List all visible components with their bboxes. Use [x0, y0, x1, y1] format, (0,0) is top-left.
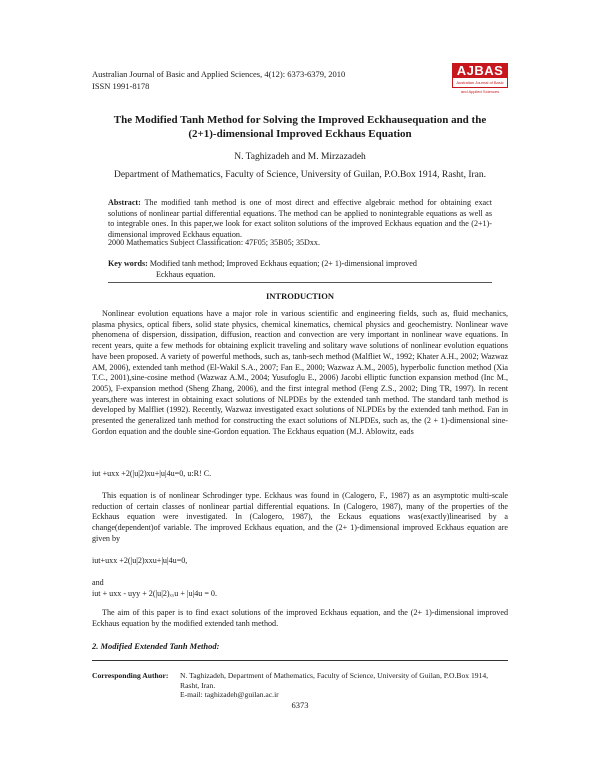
and-text: and: [92, 578, 104, 587]
equation-improved-eckhaus: iut+uxx +2(|u|2)xxu+|u|4u=0,: [92, 556, 188, 565]
intro-paragraph-1: [92, 309, 508, 437]
keywords-line-2: Eckhaus equation.: [156, 269, 216, 279]
page-number: 6373: [291, 700, 309, 710]
logo-text: AJBAS: [452, 63, 508, 78]
section-heading-introduction: INTRODUCTION: [265, 291, 334, 301]
intro-paragraph-2: [92, 491, 508, 545]
logo-subtext: Australian Journal of Basic and Applied Sciences: [452, 78, 508, 88]
keywords-line-1: Modified tanh method; Improved Eckhaus equation; (2+ 1)-dimensional improved: [149, 259, 417, 268]
corresponding-author-email: E-mail: taghizadeh@guilan.ac.ir: [180, 690, 279, 699]
abstract-text: The modified tanh method is one of most direct and effective algebraic method for obtaining exact solutions of nonlinear partial differential equations. The method can be applied to nonintegrable equations as well as to integrable ones. In this paper,we look for exact soliton solutions of the improved Eckhaus equation and the (2+1)-dimensional improved Eckhaus equation.: [108, 198, 492, 239]
corresponding-author-text: N. Taghizadeh, Department of Mathematics, Faculty of Science, University of Guilan, P.O.Box 1914, Rasht, Iran.: [180, 671, 489, 690]
msc-classification: 2000 Mathematics Subject Classification: 47F05; 35B05; 35Dxx.: [108, 238, 320, 247]
title-line-2: (2+1)-dimensional Improved Eckhaus Equation: [188, 128, 412, 140]
journal-citation: [92, 68, 345, 92]
authors: N. Taghizadeh and M. Mirzazadeh: [234, 152, 366, 162]
footer-divider: [92, 660, 508, 661]
equation-2d-improved-eckhaus: iut + uxx - uyy + 2(|u|2)ₓₓu + |u|4u = 0.: [92, 589, 217, 598]
journal-logo: [452, 63, 508, 94]
journal-name: Australian Journal of Basic and Applied Sciences, 4(12): 6373-6379, 2010: [92, 69, 346, 79]
intro-paragraph-2-text: This equation is of nonlinear Schrodinger type. Eckhaus was found in (Calogero, F., 1987) as an asymptotic multi-scale reduction of certain classes of nonlinear partial differential equations. In (Calogero, 1987), many of the properties of the Eckhaus equation were investigated. In (Calogero, 1987), the Eckaus equations was(exactly)linearised by a change(dependent)of variable. The improved Eckhaus equation, and the (2+ 1)-dimensional improved Eckhaus equation are given by: [92, 491, 508, 543]
abstract-label: Abstract:: [108, 198, 141, 207]
intro-paragraph-1-text: Nonlinear evolution equations have a major role in various scientific and engineering fields, such as, fluid mechanics, plasma physics, optical fibers, solid state physics, chemical kinematics, chemical physics and geochemistry. Nonlinear wave phenomena of dispersion, dissipation, diffusion, reaction and convection are very important in nonlinear wave equations. In recent years, quite a few methods for obtaining explicit traveling and solitary wave solutions of nonlinear evolution equations have been proposed. A variety of powerful methods, such as, tanh-sech method (Malfliet W., 1992; Khater A.H., 2002; Wazwaz AM, 2006), extended tanh method (El-Wakil S.A., 2007; Fan E., 2000; Wazwaz A.M., 2005), hyperbolic function method (Xia T.C., 2001),sine-cosine method (Wazwaz A.M., 2004; Yusufoglu E., 2006) Jacobi elliptic function expansion method (Inc M., 2005), F-expansion method (Sheng Zhang, 2006), and the first integral method (Feng Z.S., 2002; Ding TR, 1997). In recent years,there was interest in obtaining exact solutions of NLPDEs by the extended tanh method. The standard tanh method is developed by Malfliet (1992). Recently, Wazwaz investigated exact solutions of NLPDEs by the extended tanh method. Fan in presented the generalized tanh method for constructing the exact solutions of NLPDEs, such as, the (2 + 1)-dimensional sine-Gordon equation and the double sine-Gordon equation. The Eckhaus equation (M.J. Ablowitz, eads: [92, 309, 508, 436]
intro-paragraph-3-text: The aim of this paper is to find exact solutions of the improved Eckhaus equation, and the (2+ 1)-dimensional improved Eckhaus equation by the modified extended tanh method.: [92, 608, 508, 628]
equation-eckhaus: iut +uxx +2(|u|2)xu+|u|4u=0, u:R! C.: [92, 469, 212, 478]
corresponding-author-label: Corresponding Author:: [92, 671, 169, 680]
keywords: [108, 259, 492, 280]
paper-title: [92, 113, 508, 141]
issn: ISSN 1991-8178: [92, 81, 150, 91]
section-heading-method: 2. Modified Extended Tanh Method:: [92, 641, 220, 651]
abstract: [108, 198, 492, 240]
affiliation: Department of Mathematics, Faculty of Science, University of Guilan, P.O.Box 1914, Rasht, Iran.: [113, 170, 486, 180]
keywords-label: Key words:: [108, 259, 148, 268]
intro-paragraph-3: [92, 608, 508, 629]
title-line-1: The Modified Tanh Method for Solving the Improved Eckhausequation and the: [113, 114, 487, 126]
abstract-divider: [108, 282, 492, 283]
